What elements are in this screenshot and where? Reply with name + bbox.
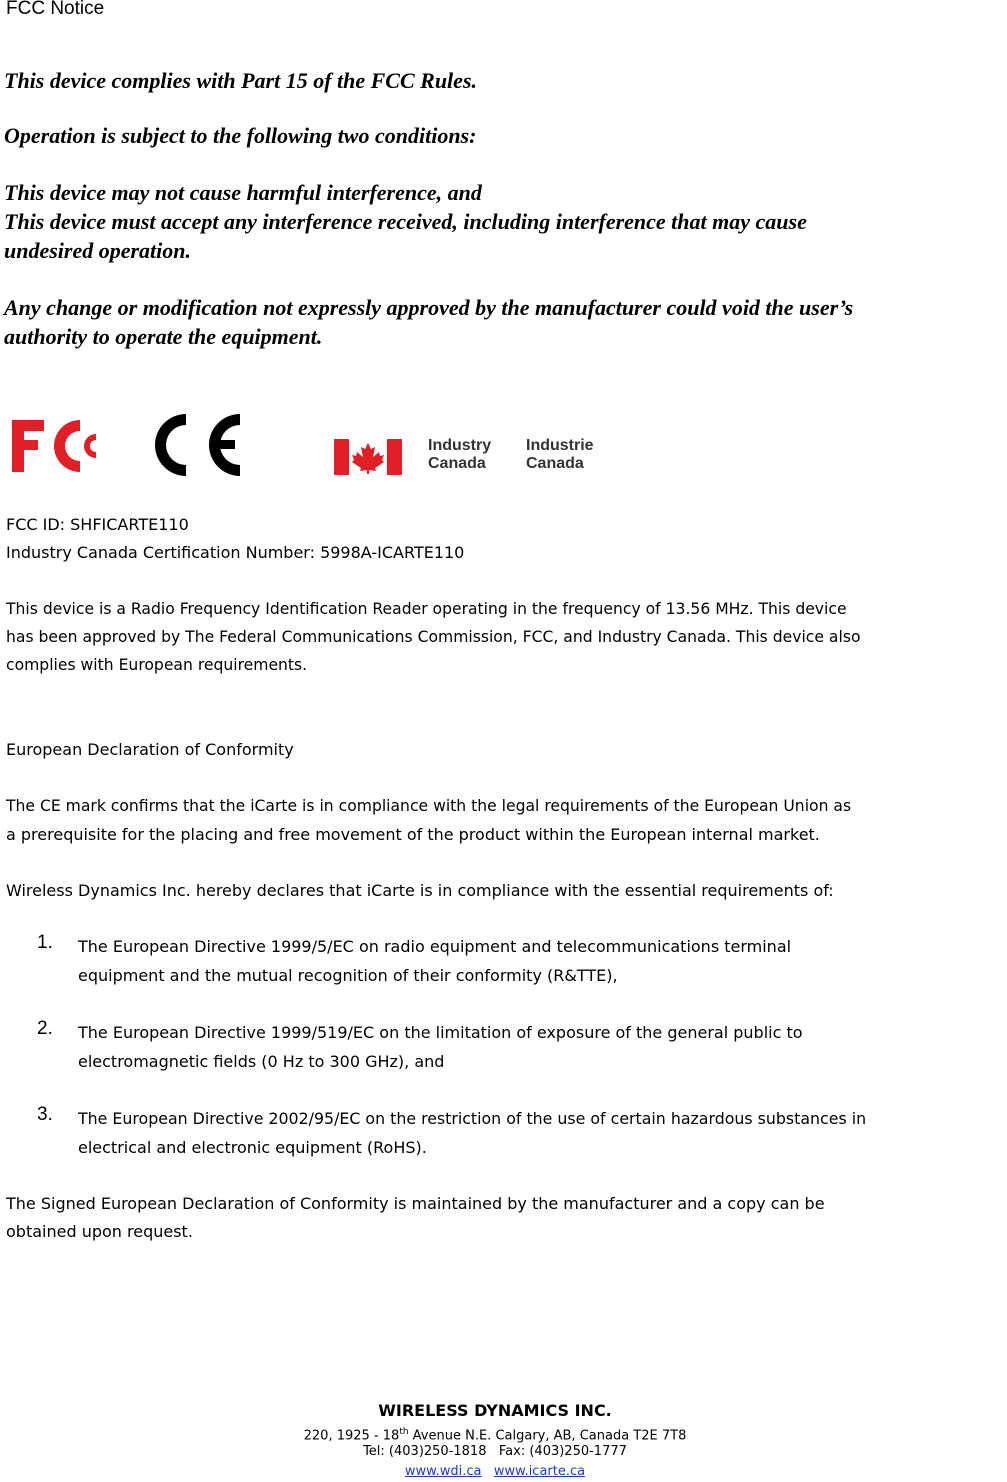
address-part1: 220, 1925 - 18 [303,1428,400,1444]
ce-mark-text-line1: The CE mark confirms that the iCarte is in compliance with the legal requirements of the European Union as [6,797,852,815]
company-address [0,1423,990,1445]
declaration-intro: Wireless Dynamics Inc. hereby declares that iCarte is in compliance with the essential requirements of: [6,881,834,900]
ce-mark-logo [146,410,246,480]
fcc-compliance-statement: This device complies with Part 15 of the FCC Rules. [4,68,477,93]
eu-declaration-heading: European Declaration of Conformity [6,740,294,759]
directive-line2: electromagnetic fields (0 Hz to 300 GHz), and [78,1052,445,1071]
fax: Fax: (403)250-1777 [498,1444,627,1459]
industry-canada-en-line1: Industry [428,437,492,454]
ce-mark-text-line2: a prerequisite for the placing and free movement of the product within the European internal market. [6,825,820,844]
directive-number: 3. [37,1104,53,1125]
telephone: Tel: (403)250-1818 [363,1444,487,1459]
company-contact [0,1443,990,1461]
directive-line1: The European Directive 1999/5/EC on radio equipment and telecommunications terminal [78,937,792,956]
company-links [0,1463,990,1481]
company-name: WIRELESS DYNAMICS INC. [378,1401,612,1420]
directive-line1: The European Directive 1999/519/EC on the limitation of exposure of the general public to [78,1023,803,1042]
fcc-condition-1: This device may not cause harmful interference, and [4,180,482,205]
industry-canada-logo [334,436,604,476]
industrie-canada-fr [526,437,594,473]
directive-line1: The European Directive 2002/95/EC on the restriction of the use of certain hazardous substances in [78,1109,867,1128]
directive-line2: equipment and the mutual recognition of their conformity (R&TTE), [78,966,618,985]
device-description-line2: has been approved by The Federal Communications Commission, FCC, and Industry Canada. This device also [6,628,861,646]
industrie-canada-fr-line1: Industrie [526,437,594,454]
device-description-line3: complies with European requirements. [6,656,308,674]
website-link-wdi[interactable]: www.wdi.ca [404,1464,482,1479]
page-title: FCC Notice [6,0,105,19]
address-superscript: th [399,1427,409,1437]
signed-declaration-line2: obtained upon request. [6,1222,193,1241]
industry-canada-en-line2: Canada [428,455,486,472]
directive-number: 1. [37,932,53,953]
fcc-conditions-intro: Operation is subject to the following two conditions: [4,123,477,148]
industrie-canada-fr-line2: Canada [526,455,584,472]
signed-declaration-line1: The Signed European Declaration of Conformity is maintained by the manufacturer and a copy can be [6,1194,825,1213]
fcc-id: FCC ID: SHFICARTE110 [6,515,189,534]
website-link-icarte[interactable]: www.icarte.ca [493,1464,586,1479]
directive-number: 2. [37,1018,53,1039]
fcc-logo [12,412,102,480]
ic-certification-number: Industry Canada Certification Number: 5998A-ICARTE110 [6,543,465,562]
fcc-modification-warning-line1: Any change or modification not expressly approved by the manufacturer could void the user’s [4,295,854,320]
directive-line2: electrical and electronic equipment (RoHS). [78,1138,427,1157]
address-part2: Avenue N.E. Calgary, AB, Canada T2E 7T8 [408,1428,687,1444]
canada-flag-icon [334,439,402,475]
fcc-modification-warning-line2: authority to operate the equipment. [4,324,323,349]
fcc-condition-2-line1: This device must accept any interference received, including interference that may cause [4,209,807,234]
device-description-line1: This device is a Radio Frequency Identification Reader operating in the frequency of 13.56 MHz. This device [6,600,847,618]
fcc-condition-2-line2: undesired operation. [4,238,192,263]
industry-canada-en [428,437,491,473]
